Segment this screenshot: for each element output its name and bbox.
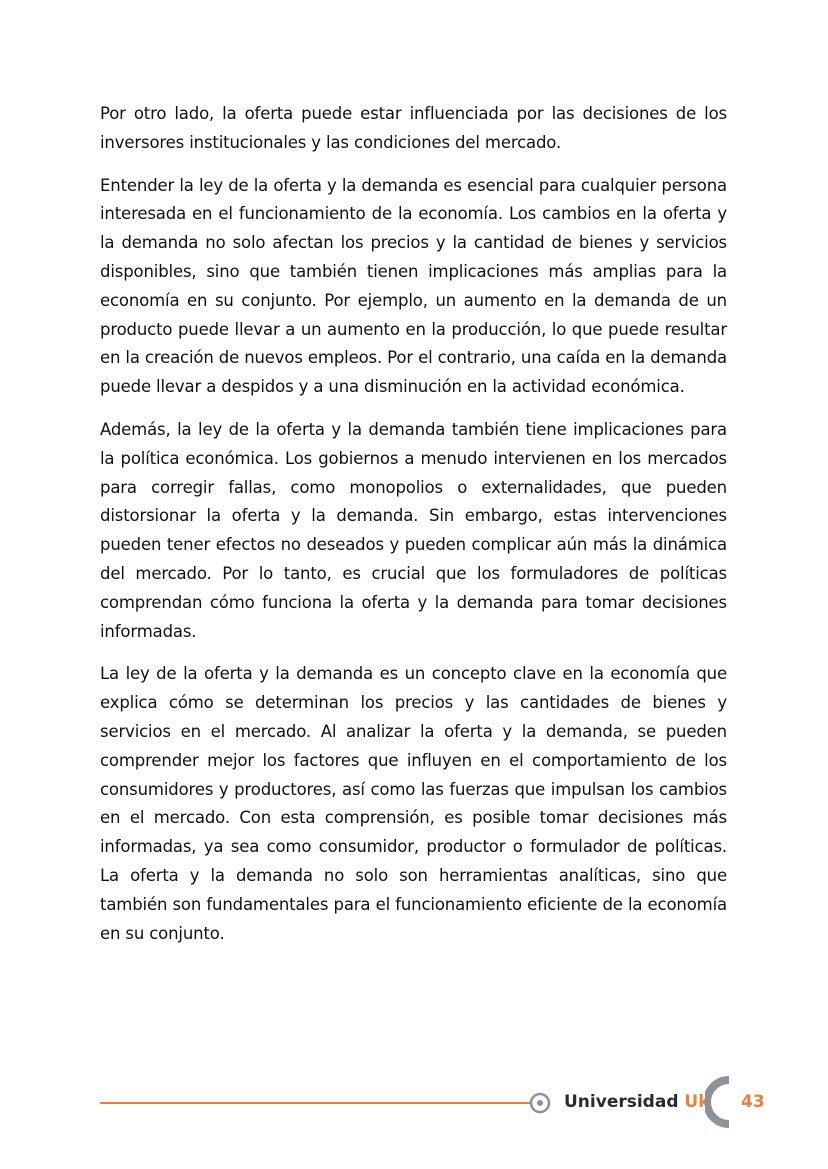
- paragraph-4: La ley de la oferta y la demanda es un concepto clave en la economía que explica cómo se determinan los precios y las cantidades de bienes y servicios en el mercado. Al analizar la oferta y la demanda, se pueden comprender mejor los factores que influyen en el comportamiento de los consumidores y productores, así como las fuerzas que impulsan los cambios en el mercado. Con esta comprensión, es posible tomar decisiones más informadas, ya sea como consumidor, productor o formulador de políticas. La oferta y la demanda no solo son herramientas analíticas, sino que también son fundamentales para el funcionamiento eficiente de la economía en su conjunto.: [100, 664, 727, 943]
- paragraph-3: Además, la ley de la oferta y la demanda también tiene implicaciones para la política económica. Los gobiernos a menudo intervienen en los mercados para corregir fallas, como monopolios o externalidades, que pueden distorsionar la oferta y la demanda. Sin embargo, estas intervenciones pueden tener efectos no deseados y pueden complicar aún más la dinámica del mercado. Por lo tanto, es crucial que los formuladores de políticas comprendan cómo funciona la oferta y la demanda para tomar decisiones informadas.: [100, 419, 727, 641]
- paragraph-1: Por otro lado, la oferta puede estar influenciada por las decisiones de los inversores institucionales y las condiciones del mercado.: [100, 104, 727, 152]
- page-footer: [0, 1076, 828, 1132]
- footer-divider: [100, 1102, 530, 1104]
- brand-logo: [564, 1090, 710, 1114]
- arc-icon: [705, 1076, 735, 1128]
- page-number: 43: [741, 1092, 765, 1112]
- document-body: [100, 100, 727, 962]
- brand-name: Universidad: [564, 1092, 679, 1112]
- brand-accent: Uk: [684, 1092, 710, 1112]
- paragraph-2: Entender la ley de la oferta y la demanda es esencial para cualquier persona interesada en el funcionamiento de la economía. Los cambios en la oferta y la demanda no solo afectan los precios y la cantidad de bienes y servicios disponibles, sino que también tienen implicaciones más amplias para la economía en su conjunto. Por ejemplo, un aumento en la demanda de un producto puede llevar a un aumento en la producción, lo que puede resultar en la creación de nuevos empleos. Por el contrario, una caída en la demanda puede llevar a despidos y a una disminución en la actividad económica.: [100, 175, 727, 397]
- target-icon: [529, 1092, 551, 1114]
